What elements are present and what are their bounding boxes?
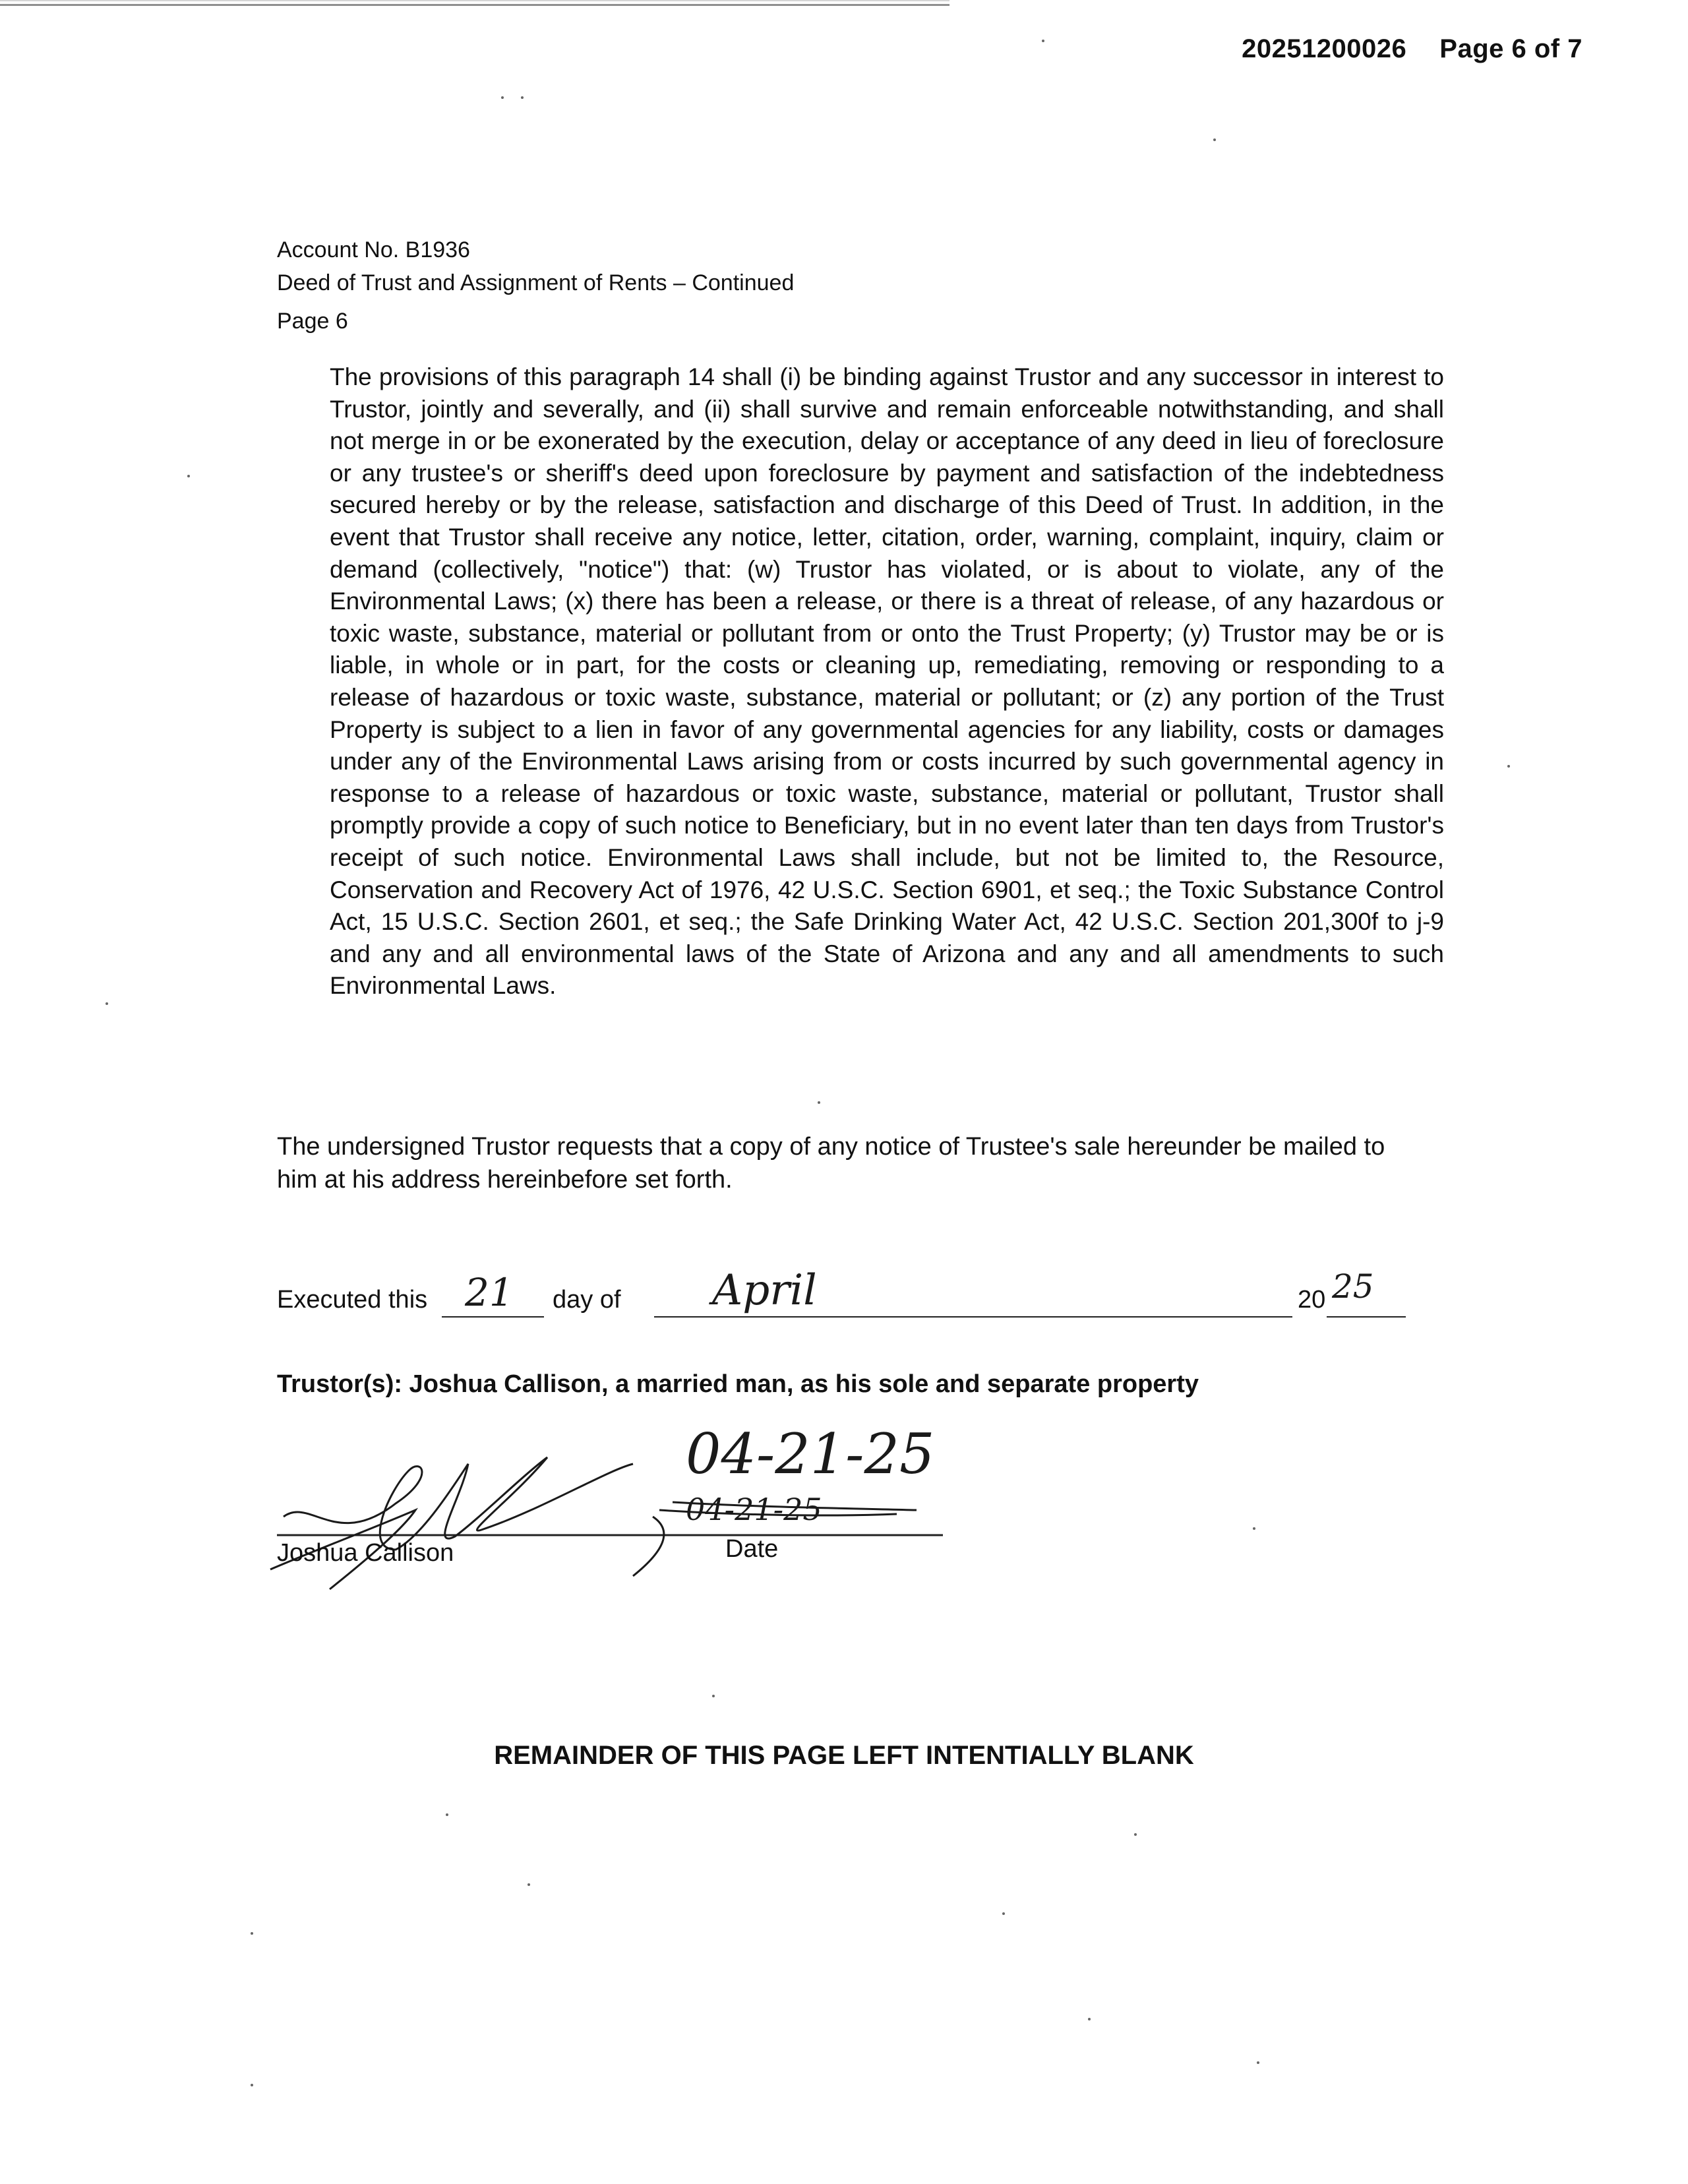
scan-speck [251, 1932, 253, 1935]
account-number: Account No. B1936 [277, 237, 470, 262]
day-underline [442, 1316, 544, 1318]
document-page: Page 6 [277, 309, 348, 334]
executed-this-label: Executed this [277, 1286, 428, 1314]
scan-speck [1253, 1527, 1255, 1530]
year-prefix: 20 [1298, 1286, 1326, 1314]
date-label: Date [725, 1535, 779, 1563]
day-of-label: day of [553, 1286, 621, 1314]
scan-speck [1257, 2061, 1259, 2064]
signer-name-label: Joshua Callison [277, 1539, 454, 1567]
scan-speck [187, 475, 190, 477]
month-handwritten: April [712, 1266, 817, 1315]
scan-artifact-top [0, 0, 950, 1]
remainder-notice: REMAINDER OF THIS PAGE LEFT INTENTIALLY BLANK [494, 1741, 1194, 1770]
signature-graphic [264, 1418, 1055, 1616]
scan-speck [712, 1695, 715, 1697]
document-title: Deed of Trust and Assignment of Rents – Continued [277, 270, 795, 295]
scan-speck [446, 1813, 448, 1816]
page-counter: Page 6 of 7 [1439, 34, 1582, 63]
day-handwritten: 21 [465, 1270, 514, 1315]
execution-line [277, 1266, 1374, 1319]
scan-speck [1042, 40, 1044, 42]
scan-speck [1213, 138, 1216, 141]
recording-header [1242, 34, 1582, 64]
paragraph-14: The provisions of this paragraph 14 shall (i) be binding against Trustor and any successor in interest to Trustor, jointly and severally, and (ii) shall survive and remain enforceable notwithstanding, and shall not merge in or be exonerated by the execution, delay or acceptance of any deed in lieu of foreclosure or any trustee's or sheriff's deed upon foreclosure by payment and satisfaction of the indebtedness secured hereby or by the release, satisfaction and discharge of this Deed of Trust. In addition, in the event that Trustor shall receive any notice, letter, citation, order, warning, complaint, inquiry, claim or demand (collectively, "notice") that: (w) Trustor has violated, or is about to violate, any of the Environmental Laws; (x) there has been a release, or there is a threat of release, of any hazardous or toxic waste, substance, material or pollutant from or onto the Trust Property; (y) Trustor may be or is liable, in whole or in part, for the costs or cleaning up, remediating, removing or responding to a release of hazardous or toxic waste, substance, material or pollutant; or (z) any portion of the Trust Property is subject to a lien in favor of any governmental agencies for any liability, costs or damages under any of the Environmental Laws arising from or costs incurred by such governmental agency in response to a release of hazardous or toxic waste, substance, material or pollutant, Trustor shall promptly provide a copy of such notice to Beneficiary, but in no event later than ten days from Trustor's receipt of such notice. Environmental Laws shall include, but not be limited to, the Resource, Conservation and Recovery Act of 1976, 42 U.S.C. Section 6901, et seq.; the Toxic Substance Control Act, 15 U.S.C. Section 2601, et seq.; the Safe Drinking Water Act, 42 U.S.C. Section 201,300f to j-9 and any and all environmental laws of the State of Arizona and any and all amendments to such Environmental Laws. [330, 363, 1444, 1000]
scan-speck [1088, 2018, 1091, 2020]
struck-date-handwritten: 04-21-25 [686, 1492, 822, 1527]
scan-speck [528, 1883, 530, 1886]
trustors-line: Trustor(s): Joshua Callison, a married man, as his sole and separate property [277, 1370, 1199, 1398]
date-handwritten: 04-21-25 [686, 1422, 935, 1486]
month-underline [654, 1316, 1292, 1318]
trustee-sale-request: The undersigned Trustor requests that a copy of any notice of Trustee's sale hereunder be mailed to him at his address hereinbefore set forth. [277, 1133, 1385, 1194]
recording-number: 20251200026 [1242, 34, 1407, 63]
scan-speck [818, 1101, 820, 1104]
year-handwritten: 25 [1332, 1267, 1374, 1306]
scan-speck [251, 2084, 253, 2086]
scan-speck [1002, 1912, 1005, 1915]
scan-speck [1134, 1833, 1137, 1836]
scan-speck [501, 96, 504, 99]
scan-speck [106, 1002, 108, 1005]
year-underline [1327, 1316, 1406, 1318]
scan-speck [521, 96, 524, 99]
scan-artifact-line [0, 4, 950, 6]
signature-block [264, 1418, 1055, 1616]
scan-speck [1507, 765, 1510, 768]
